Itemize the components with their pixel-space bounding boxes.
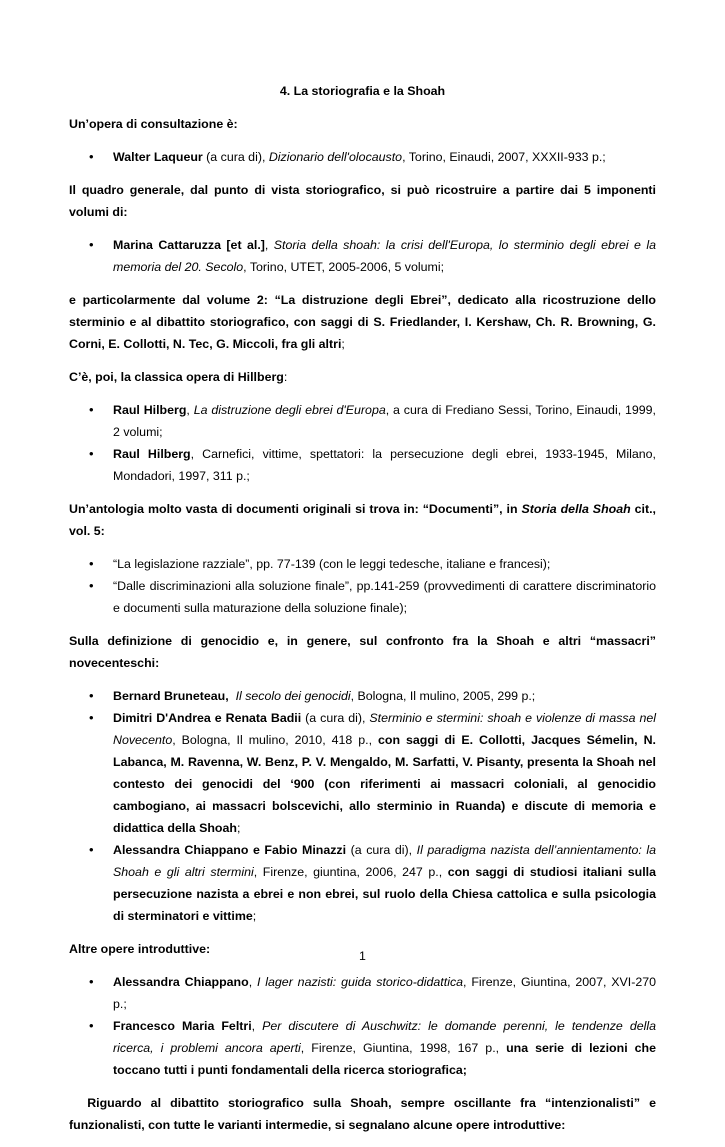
text: , xyxy=(264,238,274,252)
text xyxy=(229,689,236,703)
reference-list-2 xyxy=(69,234,656,278)
text: ; xyxy=(341,337,345,351)
text: , Firenze, giuntina, 2006, 247 p., xyxy=(253,865,448,879)
author: Francesco Maria Feltri xyxy=(113,1019,252,1033)
text: , xyxy=(248,975,257,989)
text: e particolarmente dal volume 2: “La distruzione degli Ebrei”, dedicato alla ricostruzione dello sterminio e al dibattito storiografico, con saggi di S. Friedlander, I. Kershaw, Ch. R. Browning, G. Corni, E. Collotti, N. Tec, G. Miccoli, fra gli altri xyxy=(69,293,656,351)
author: Alessandra Chiappano xyxy=(113,975,249,989)
text: , a cura di Frediano Sessi, Torino, Einaudi, 1999, 2 volumi; xyxy=(113,403,656,439)
author: Raul Hilberg xyxy=(113,403,187,417)
book-title: Il paradigma nazista dell’annientamento: la Shoah e gli altri stermini xyxy=(113,843,656,879)
reference-dandrea-badii xyxy=(69,707,656,839)
author: Raul Hilberg xyxy=(113,447,191,461)
text: (a cura di), xyxy=(202,150,269,164)
reference-laqueur xyxy=(69,146,656,168)
text: , Firenze, Giuntina, 2007, XVI-270 p.; xyxy=(113,975,657,1011)
document-page xyxy=(69,80,660,1147)
description: con saggi di studiosi italiani sulla persecuzione nazista a ebrei e non ebrei, sul ruolo della Chiesa cattolica e sulla psicologia di sterminatori e vittime xyxy=(113,865,656,923)
document-discriminazioni: • “Dalle discriminazioni alla soluzione finale”, pp.141-259 (provvedimenti di carattere discriminatorio e documenti sulla maturazione della soluzione finale); xyxy=(69,575,656,619)
document-legislazione: • “La legislazione razziale”, pp. 77-139 (con le leggi tedesche, italiane e francesi); xyxy=(69,553,656,575)
reference-hilberg-1 xyxy=(69,399,656,443)
other-works-paragraph: Altre opere introduttive: xyxy=(69,942,211,956)
reference-list-5 xyxy=(69,685,656,927)
text: , Torino, Einaudi, 2007, XXXII-933 p.; xyxy=(402,150,606,164)
text: , Bologna, Il mulino, 2005, 299 p.; xyxy=(350,689,536,703)
volume-2-paragraph xyxy=(69,289,656,355)
reference-list-6 xyxy=(69,971,656,1081)
reference-list-4 xyxy=(69,553,656,619)
author: Walter Laqueur xyxy=(113,150,203,164)
section-heading: 4. La storiografia e la Shoah xyxy=(279,84,446,98)
text: , Bologna, Il mulino, 2010, 418 p., xyxy=(172,733,379,747)
reference-feltri xyxy=(69,1015,656,1081)
hilberg-paragraph xyxy=(69,366,656,388)
book-title: Il secolo dei genocidi xyxy=(235,689,351,703)
text: ; xyxy=(236,821,241,835)
text: , Carnefici, vittime, spettatori: la persecuzione degli ebrei, 1933-1945, Milano, Mondadori, 1997, 311 p.; xyxy=(113,447,656,483)
debate-paragraph: Riguardo al dibattito storiografico sulla Shoah, sempre oscillante fra “intenzionalisti” e funzionalisti, con tutte le varianti intermedie, si segnalano alcune opere introduttive: xyxy=(69,1096,660,1132)
reference-hilberg-2 xyxy=(69,443,656,487)
text: cit., vol. 5: xyxy=(69,502,656,538)
reference-bruneteau xyxy=(69,685,656,707)
description: con saggi di E. Collotti, Jacques Sémelin, N. Labanca, M. Ravenna, W. Benz, P. V. Mengaldo, M. Sarfatti, V. Pisanty, presenta la Shoah nel contesto dei genocidi del ‘900 (con riferimenti ai massacri coloniali, al genocidio cambogiano, ai massacri bolscevichi, allo sterminio in Ruanda) e discute di memoria e didattica della Shoah xyxy=(113,733,656,835)
reference-cattaruzza xyxy=(69,234,656,278)
text: , xyxy=(251,1019,263,1033)
text: , Torino, UTET, 2005-2006, 5 volumi; xyxy=(243,260,445,274)
anthology-paragraph xyxy=(69,498,656,542)
book-title: Sterminio e stermini: shoah e violenze di massa nel Novecento xyxy=(113,711,656,747)
text: Un’antologia molto vasta di documenti originali si trova in: “Documenti”, in xyxy=(69,502,522,516)
text: (a cura di), xyxy=(301,711,370,725)
book-title: La distruzione degli ebrei d'Europa xyxy=(193,403,386,417)
author: Dimitri D'Andrea e Renata Badii xyxy=(113,711,302,725)
book-title: Dizionario dell'olocausto xyxy=(268,150,403,164)
reference-list-1 xyxy=(69,146,656,168)
page-number: 1 xyxy=(359,949,366,963)
reference-list-3 xyxy=(69,399,656,487)
text: : xyxy=(283,370,288,384)
reference-chiappano xyxy=(69,971,656,1015)
author: Marina Cattaruzza [et al.] xyxy=(113,238,265,252)
reference-chiappano-minazzi xyxy=(69,839,656,927)
book-title: Per discutere di Auschwitz: le domande perenni, le tendenze della ricerca, i problemi ancora aperti xyxy=(113,1019,656,1055)
author: Alessandra Chiappano e Fabio Minazzi xyxy=(113,843,347,857)
description: una serie di lezioni che toccano tutti i punti fondamentali della ricerca storiografica; xyxy=(113,1041,656,1077)
text: (a cura di), xyxy=(346,843,417,857)
text: , Firenze, Giuntina, 1998, 167 p., xyxy=(300,1041,507,1055)
genocide-paragraph: Sulla definizione di genocidio e, in genere, sul confronto fra la Shoah e altri “massacri” novecenteschi: xyxy=(69,634,656,670)
book-title: I lager nazisti: guida storico-didattica xyxy=(256,975,464,989)
intro-paragraph: Un’opera di consultazione è: xyxy=(69,117,238,131)
author: Bernard Bruneteau, xyxy=(113,689,229,703)
general-framework-paragraph: Il quadro generale, dal punto di vista storiografico, si può ricostruire a partire dai 5 imponenti volumi di: xyxy=(69,183,656,219)
book-title: Storia della shoah: la crisi dell'Europa, lo sterminio degli ebrei e la memoria del 20. Secolo xyxy=(113,238,656,274)
text: , xyxy=(186,403,194,417)
text: C’è, poi, la classica opera di Hillberg xyxy=(69,370,284,384)
text: ; xyxy=(252,909,257,923)
book-title: Storia della Shoah xyxy=(521,502,631,516)
